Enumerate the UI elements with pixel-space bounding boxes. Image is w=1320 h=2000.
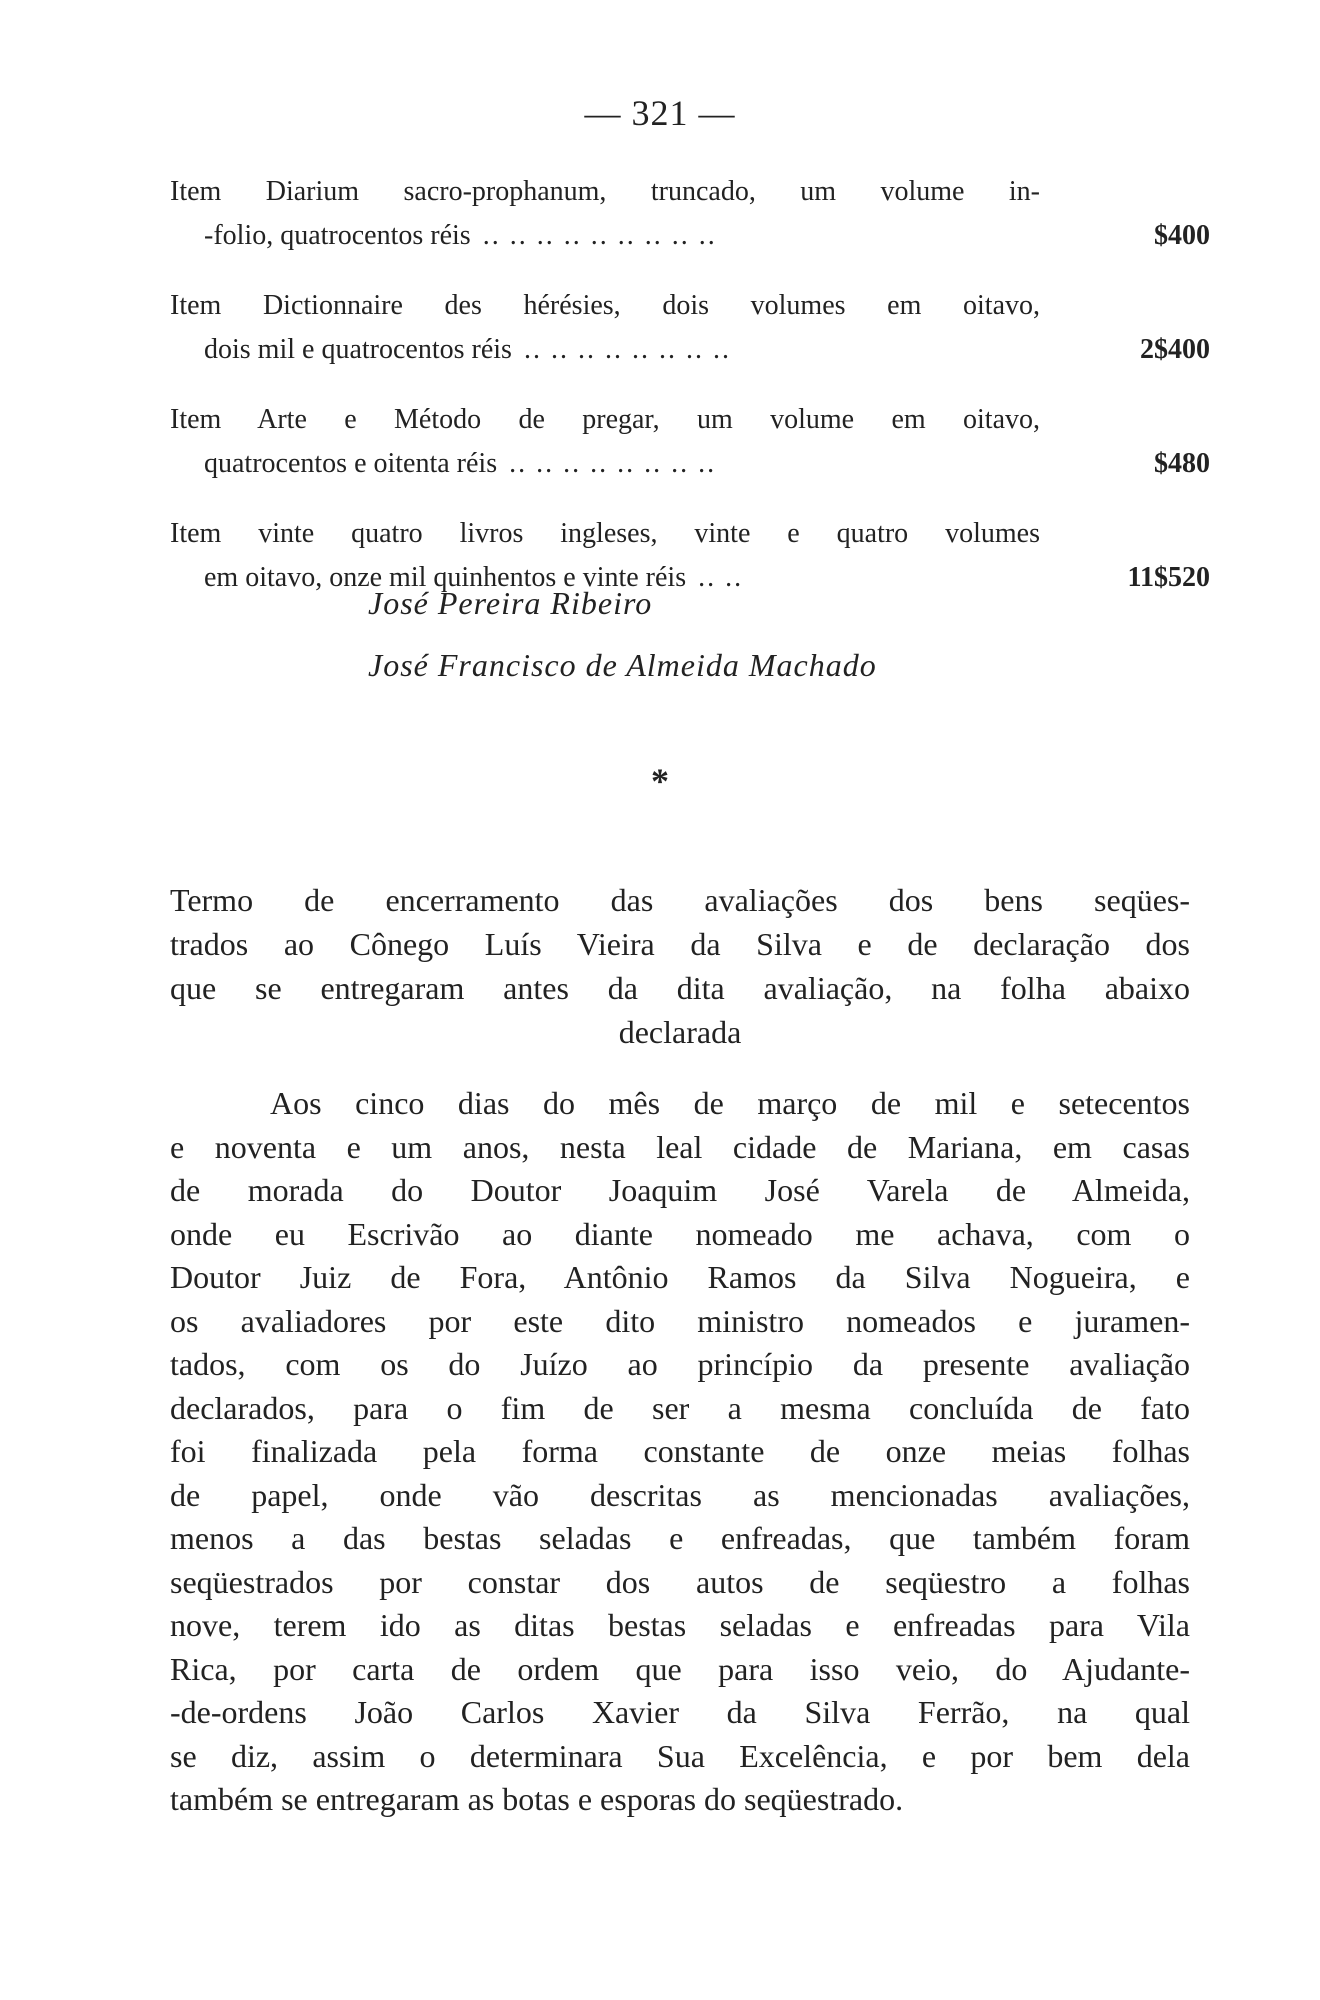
body-line: declarados, para o fim de ser a mesma concluída de fato xyxy=(170,1389,1190,1426)
inventory-item xyxy=(170,398,1210,486)
section-separator: * xyxy=(651,761,669,801)
body-line: -de-ordens João Carlos Xavier da Silva Ferrão, na qual xyxy=(170,1694,1190,1730)
body-line: seqüestrados por constar dos autos de seqüestro a folhas xyxy=(170,1563,1190,1600)
body-line: de morada do Doutor Joaquim José Varela de Almeida, xyxy=(170,1172,1190,1208)
body-line: e noventa e um anos, nesta leal cidade de Mariana, em casas xyxy=(170,1128,1190,1165)
leader-dots: .. .. xyxy=(698,562,744,593)
item-value: 2$400 xyxy=(1140,334,1210,365)
item-description: Item Diarium sacro-prophanum, truncado, um volume in- xyxy=(170,176,1040,207)
item-description-cont: em oitavo, onze mil quinhentos e vinte réis xyxy=(204,562,687,593)
inventory-item xyxy=(170,170,1210,258)
item-price-line xyxy=(170,214,1210,258)
item-description: Item vinte quatro livros ingleses, vinte e quatro volumes xyxy=(170,518,1040,549)
body-line: os avaliadores por este dito ministro nomeados e juramen- xyxy=(170,1302,1190,1339)
body-line: menos a das bestas seladas e enfreadas, que também foram xyxy=(170,1520,1190,1556)
leader-dots: .. .. .. .. .. .. .. .. .. xyxy=(482,220,717,251)
heading-line: trados ao Cônego Luís Vieira da Silva e de declaração dos xyxy=(170,926,1190,962)
body-line: foi finalizada pela forma constante de onze meias folhas xyxy=(170,1433,1190,1469)
item-description-cont: dois mil e quatrocentos réis xyxy=(204,334,512,365)
body-line: Aos cinco dias do mês de março de mil e setecentos xyxy=(270,1085,1190,1121)
item-value: $480 xyxy=(1154,448,1210,479)
body-line: Rica, por carta de ordem que para isso veio, do Ajudante- xyxy=(170,1650,1190,1687)
signature-name: José Pereira Ribeiro xyxy=(368,585,653,621)
inventory-item xyxy=(170,284,1210,372)
leader-dots: .. .. .. .. .. .. .. .. xyxy=(509,448,717,479)
item-value: 11$520 xyxy=(1127,562,1210,593)
item-price-line xyxy=(170,328,1210,372)
item-description: Item Arte e Método de pregar, um volume em oitavo, xyxy=(170,404,1040,435)
item-value: $400 xyxy=(1154,220,1210,251)
body-paragraph xyxy=(170,1082,1190,1822)
body-line: também se entregaram as botas e esporas do seqüestrado. xyxy=(170,1781,904,1817)
body-line: se diz, assim o determinara Sua Excelência, e por bem dela xyxy=(170,1737,1190,1774)
heading-line: Termo de encerramento das avaliações dos bens seqües- xyxy=(170,882,1190,918)
page-number: — 321 — xyxy=(584,93,736,133)
leader-dots: .. .. .. .. .. .. .. .. xyxy=(523,334,731,365)
item-description: Item Dictionnaire des hérésies, dois volumes em oitavo, xyxy=(170,290,1040,321)
item-price-line xyxy=(170,442,1210,486)
inventory-items xyxy=(170,170,1210,626)
item-description-cont: quatrocentos e oitenta réis xyxy=(204,448,498,479)
signature-name: José Francisco de Almeida Machado xyxy=(368,647,877,683)
body-line: Doutor Juiz de Fora, Antônio Ramos da Silva Nogueira, e xyxy=(170,1259,1190,1295)
body-line: de papel, onde vão descritas as mencionadas avaliações, xyxy=(170,1476,1190,1513)
body-line: nove, terem ido as ditas bestas seladas e enfreadas para Vila xyxy=(170,1607,1190,1643)
heading-line: declarada xyxy=(618,1014,742,1050)
body-line: onde eu Escrivão ao diante nomeado me achava, com o xyxy=(170,1215,1190,1252)
signatures xyxy=(368,572,877,696)
section-heading xyxy=(170,878,1190,1054)
heading-line: que se entregaram antes da dita avaliação, na folha abaixo xyxy=(170,970,1190,1006)
item-description-cont: -folio, quatrocentos réis xyxy=(204,220,471,251)
body-line: tados, com os do Juízo ao princípio da presente avaliação xyxy=(170,1346,1190,1382)
